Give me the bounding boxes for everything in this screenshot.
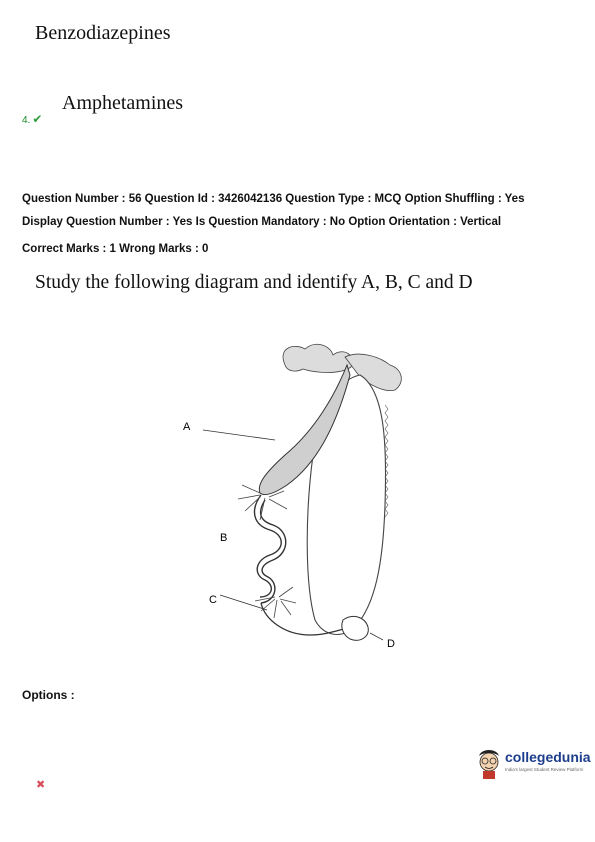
ovary-diagram xyxy=(165,335,425,665)
mascot-icon xyxy=(475,746,503,780)
question-meta-line: Display Question Number : Yes Is Question Mandatory : No Option Orientation : Vertical xyxy=(22,216,502,228)
check-icon: ✔ xyxy=(32,112,43,126)
options-label: Options : xyxy=(22,688,75,702)
brand-tagline: India's largest Student Review Platform xyxy=(505,767,584,772)
label-c: C xyxy=(209,594,217,606)
leader-line-c xyxy=(220,595,267,610)
label-a: A xyxy=(183,421,191,433)
coiled-tube-b xyxy=(255,495,286,603)
option-number: 4. ✔ xyxy=(22,112,43,126)
option-text: Amphetamines xyxy=(62,92,184,114)
cross-icon: ✖ xyxy=(36,779,46,791)
leader-line-d xyxy=(370,633,383,640)
question-text: Study the following diagram and identify A, B, C and D xyxy=(35,272,473,293)
label-d: D xyxy=(387,638,395,650)
label-b: B xyxy=(220,532,228,544)
brand-name: collegedunia xyxy=(505,749,591,765)
question-meta-line: Question Number : 56 Question Id : 3426042136 Question Type : MCQ Option Shuffling : Yes xyxy=(22,193,525,205)
terminal-d xyxy=(342,616,368,640)
collegedunia-logo xyxy=(475,746,590,782)
question-meta-line: Correct Marks : 1 Wrong Marks : 0 xyxy=(22,243,209,255)
previous-option-text: Benzodiazepines xyxy=(35,22,171,44)
uterus-body xyxy=(307,375,385,634)
leader-line-a xyxy=(203,430,275,440)
